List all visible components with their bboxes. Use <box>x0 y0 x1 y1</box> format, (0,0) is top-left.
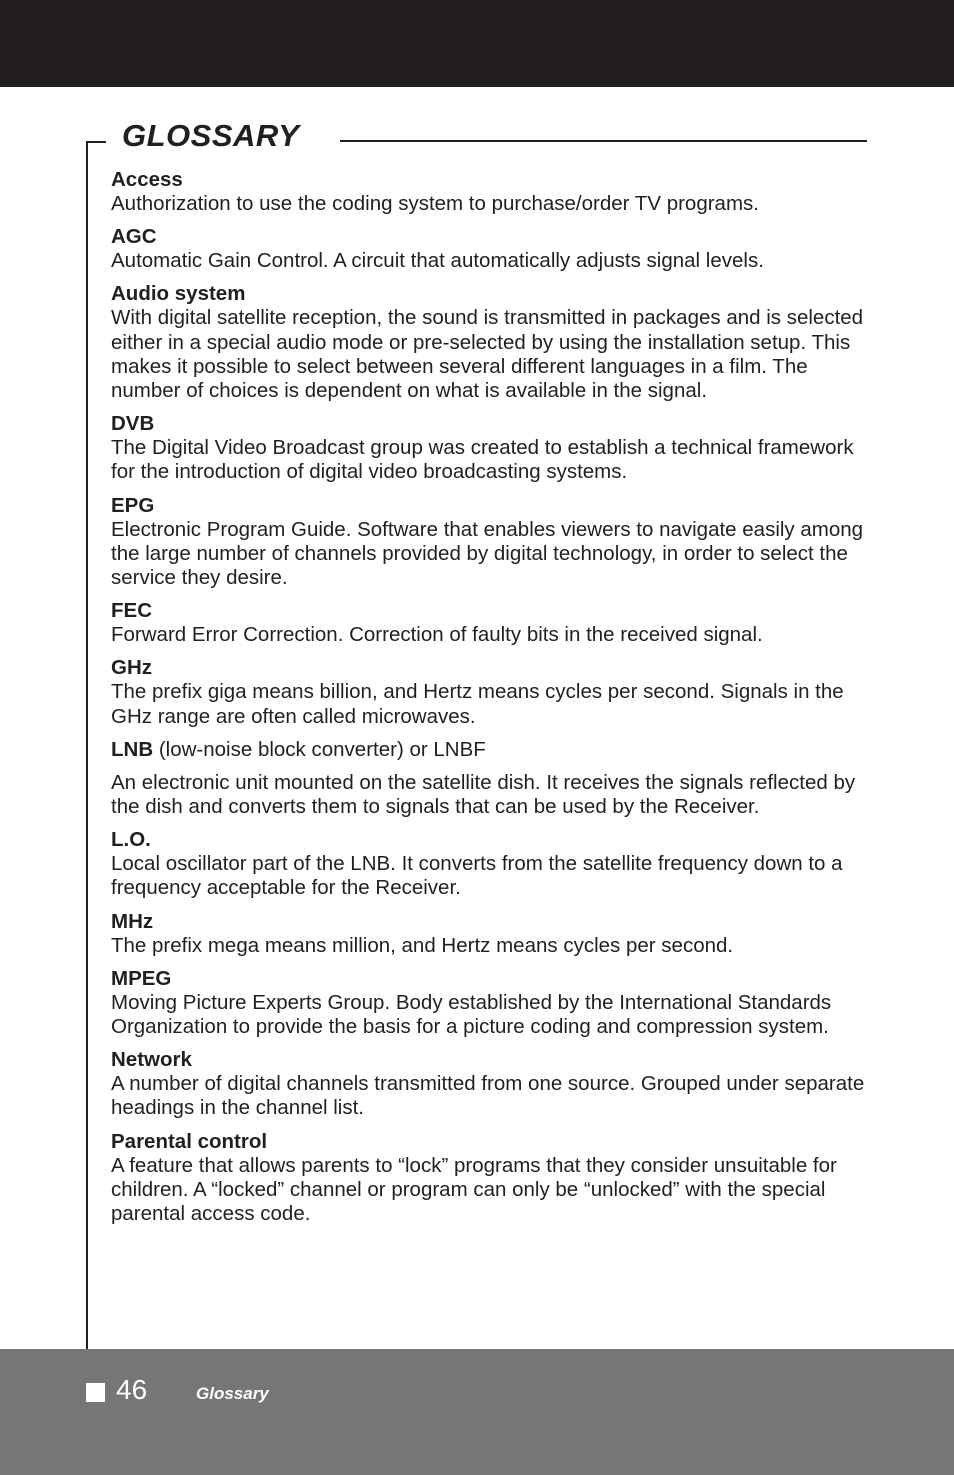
glossary-entry-ghz <box>111 656 871 728</box>
glossary-entry-parental-control <box>111 1130 871 1227</box>
glossary-entry-lnb <box>111 738 871 819</box>
definition: The prefix giga means billion, and Hertz means cycles per second. Signals in the GHz range are often called microwaves. <box>111 680 844 728</box>
glossary-entry-epg <box>111 494 871 591</box>
glossary-entry-fec <box>111 599 871 647</box>
glossary-list <box>111 168 871 1235</box>
definition: An electronic unit mounted on the satellite dish. It receives the signals reflected by the dish and converts them to signals that can be used by the Receiver. <box>111 770 856 819</box>
term: Audio system <box>111 282 246 306</box>
page-title: GLOSSARY <box>122 118 300 153</box>
definition: Automatic Gain Control. A circuit that automatically adjusts signal levels. <box>111 249 764 273</box>
definition: Authorization to use the coding system to purchase/order TV programs. <box>111 192 759 215</box>
term: MPEG <box>111 966 172 990</box>
definition: The Digital Video Broadcast group was created to establish a technical framework for the introduction of digital video broadcasting systems. <box>111 436 854 484</box>
glossary-entry-access <box>111 168 871 216</box>
definition: The prefix mega means million, and Hertz means cycles per second. <box>111 933 734 957</box>
definition: Electronic Program Guide. Software that enables viewers to navigate easily among the large number of channels provided by digital technology, in order to select the service they desire. <box>111 517 864 590</box>
term: EPG <box>111 493 155 517</box>
term <box>111 738 871 762</box>
term-suffix: (low-noise block converter) or LNBF <box>153 737 486 761</box>
glossary-entry-lo <box>111 828 871 900</box>
definition: Moving Picture Experts Group. Body established by the International Standards Organization to provide the basis for a picture coding and compression system. <box>111 990 832 1039</box>
definition: Local oscillator part of the LNB. It converts from the satellite frequency down to a frequency acceptable for the Receiver. <box>111 852 843 900</box>
glossary-entry-audio-system <box>111 282 871 403</box>
page-marker-icon <box>86 1383 105 1402</box>
frame-line-vertical <box>86 141 88 1349</box>
glossary-entry-mhz <box>111 910 871 958</box>
glossary-entry-network <box>111 1048 871 1120</box>
term: Network <box>111 1048 192 1072</box>
term: Parental control <box>111 1129 268 1153</box>
top-header-bar <box>0 0 954 87</box>
term-main: LNB <box>111 737 154 761</box>
page-number: 46 <box>116 1374 148 1405</box>
frame-line-left <box>86 141 106 143</box>
term: FEC <box>111 599 152 623</box>
title-rule <box>340 140 867 142</box>
term: DVB <box>111 412 155 436</box>
term: Access <box>111 168 183 191</box>
definition: With digital satellite reception, the sound is transmitted in packages and is selected either in a special audio mode or pre-selected by using the installation setup. This makes it possible to select between several different languages in a film. The number of choices is dependent on what is available in the signal. <box>111 306 864 403</box>
term: GHz <box>111 656 152 680</box>
definition: A feature that allows parents to “lock” programs that they consider unsuitable for children. A “locked” channel or program can only be “unlocked” with the special parental access code. <box>111 1153 837 1226</box>
term: L.O. <box>111 828 151 852</box>
glossary-entry-mpeg <box>111 967 871 1039</box>
term: MHz <box>111 909 154 933</box>
glossary-entry-agc <box>111 225 871 273</box>
footer-bar <box>0 1349 954 1475</box>
definition: Forward Error Correction. Correction of faulty bits in the received signal. <box>111 623 763 647</box>
definition: A number of digital channels transmitted from one source. Grouped under separate headings in the channel list. <box>111 1072 865 1120</box>
footer-section-label: Glossary <box>196 1384 269 1403</box>
term: AGC <box>111 225 157 249</box>
glossary-entry-dvb <box>111 412 871 484</box>
